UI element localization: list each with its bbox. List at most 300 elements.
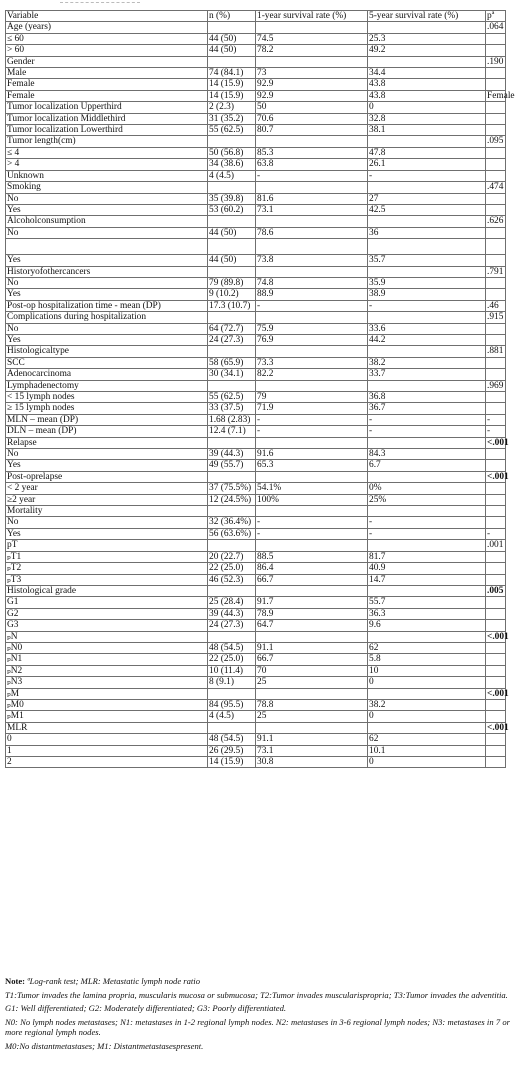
five-year-cell: -	[368, 528, 486, 539]
one-year-cell	[256, 182, 368, 193]
five-year-cell: -	[368, 300, 486, 311]
five-year-cell: 25%	[368, 494, 486, 505]
five-year-cell: 0%	[368, 483, 486, 494]
n-cell: 12 (24.5%)	[208, 494, 256, 505]
variable-cell: Age (years)	[6, 22, 208, 33]
one-year-cell: 74.5	[256, 33, 368, 44]
n-cell: 10 (11.4)	[208, 665, 256, 676]
n-cell	[208, 585, 256, 596]
table-row	[6, 392, 506, 403]
n-cell: 55 (62.5)	[208, 125, 256, 136]
variable-cell: Female	[6, 90, 208, 101]
variable-cell: No	[6, 517, 208, 528]
five-year-cell: 62	[368, 642, 486, 653]
p-value-cell	[486, 33, 506, 44]
n-cell: 34 (38.6)	[208, 159, 256, 170]
variable-cell: Smoking	[6, 182, 208, 193]
one-year-cell: 92.9	[256, 90, 368, 101]
five-year-cell: 10.1	[368, 745, 486, 756]
p-value-cell: -	[486, 426, 506, 437]
variable-cell: ₚT1	[6, 551, 208, 562]
one-year-cell: 78.8	[256, 699, 368, 710]
one-year-cell	[256, 540, 368, 551]
one-year-cell: -	[256, 426, 368, 437]
table-row	[6, 227, 506, 238]
p-value-cell	[486, 369, 506, 380]
p-value-cell	[486, 517, 506, 528]
p-value-cell	[486, 620, 506, 631]
one-year-cell: 78.2	[256, 45, 368, 56]
table-row	[6, 517, 506, 528]
five-year-cell	[368, 585, 486, 596]
one-year-cell: 66.7	[256, 574, 368, 585]
p-value-cell	[486, 79, 506, 90]
p-value-cell	[486, 227, 506, 238]
five-year-cell: 9.6	[368, 620, 486, 631]
p-value-cell	[486, 68, 506, 79]
variable-cell: Gender	[6, 56, 208, 67]
one-year-cell: 79	[256, 392, 368, 403]
table-row	[6, 734, 506, 745]
p-value-cell	[486, 551, 506, 562]
n-cell: 14 (15.9)	[208, 90, 256, 101]
p-value-cell: .46	[486, 300, 506, 311]
five-year-cell	[368, 380, 486, 391]
one-year-cell: 54.1%	[256, 483, 368, 494]
table-row	[6, 266, 506, 277]
table-row	[6, 312, 506, 323]
p-value-cell	[486, 125, 506, 136]
n-cell: 48 (54.5)	[208, 734, 256, 745]
p-value-cell: <.001	[487, 471, 509, 482]
n-cell	[208, 22, 256, 33]
table-row	[6, 665, 506, 676]
n-cell: 79 (89.8)	[208, 277, 256, 288]
one-year-cell: 81.6	[256, 193, 368, 204]
five-year-cell: 10	[368, 665, 486, 676]
one-year-cell: 80.7	[256, 125, 368, 136]
variable-cell: Complications during hospitalization	[6, 312, 208, 323]
table-row	[6, 369, 506, 380]
n-cell: 14 (15.9)	[208, 757, 256, 768]
five-year-cell: 49.2	[368, 45, 486, 56]
n-cell: 46 (52.3)	[208, 574, 256, 585]
five-year-cell: -	[368, 414, 486, 425]
one-year-cell: 78.9	[256, 608, 368, 619]
p-value-cell: .791	[486, 266, 506, 277]
n-cell: 32 (36.4%)	[208, 517, 256, 528]
table-row	[6, 551, 506, 562]
table-row	[6, 56, 506, 67]
survival-table	[5, 10, 515, 768]
p-value-cell: .064	[486, 22, 506, 33]
header-p: pª	[486, 11, 506, 22]
p-value-cell	[486, 357, 506, 368]
variable-cell: Tumor length(cm)	[6, 136, 208, 147]
p-value-cell	[486, 665, 506, 676]
survival-table-wrapper	[5, 10, 515, 768]
five-year-cell	[368, 722, 486, 733]
one-year-cell: 78.6	[256, 227, 368, 238]
p-value-cell	[486, 45, 506, 56]
five-year-cell: 0	[368, 102, 486, 113]
five-year-cell	[368, 312, 486, 323]
n-cell: 84 (95.5)	[208, 699, 256, 710]
variable-cell: Relapse	[6, 437, 208, 448]
variable-cell: Tumor localization Lowerthird	[6, 125, 208, 136]
variable-cell: ₚM0	[6, 699, 208, 710]
n-cell: 37 (75.5%)	[208, 483, 256, 494]
variable-cell: Yes	[6, 255, 208, 266]
one-year-cell: 73.3	[256, 357, 368, 368]
p-value-cell	[486, 563, 506, 574]
n-cell: 8 (9.1)	[208, 677, 256, 688]
table-row	[6, 239, 506, 255]
one-year-cell: 70	[256, 665, 368, 676]
variable-cell: ₚN	[6, 631, 208, 642]
table-row	[6, 380, 506, 391]
variable-cell: Yes	[6, 528, 208, 539]
five-year-cell	[368, 136, 486, 147]
n-cell	[208, 380, 256, 391]
variable-cell: Tumor localization Upperthird	[6, 102, 208, 113]
five-year-cell: 47.8	[368, 147, 486, 158]
variable-cell: Histological grade	[6, 585, 208, 596]
n-cell: 24 (27.3)	[208, 334, 256, 345]
n-cell: 17.3 (10.7)	[208, 300, 256, 311]
note-5: M0:No distantmetastases; M1: Distantmetastasespresent.	[5, 1040, 204, 1051]
variable-cell: > 60	[6, 45, 208, 56]
variable-cell: < 15 lymph nodes	[6, 392, 208, 403]
variable-cell: G1	[6, 597, 208, 608]
p-value-cell: .915	[486, 312, 506, 323]
table-row	[6, 528, 506, 539]
note-label: Note:	[5, 976, 26, 986]
variable-cell: 0	[6, 734, 208, 745]
variable-cell: DLN – mean (DP)	[6, 426, 208, 437]
n-cell: 12.4 (7.1)	[208, 426, 256, 437]
p-value-cell	[486, 642, 506, 653]
table-row	[6, 506, 506, 517]
variable-cell: Male	[6, 68, 208, 79]
n-cell: 24 (27.3)	[208, 620, 256, 631]
five-year-cell: 35.9	[368, 277, 486, 288]
p-value-cell	[486, 745, 506, 756]
p-value-cell: <.001	[487, 688, 509, 699]
five-year-cell	[368, 688, 486, 699]
p-value-cell	[486, 392, 506, 403]
variable-cell: ₚN1	[6, 654, 208, 665]
n-cell	[208, 312, 256, 323]
five-year-cell: 38.9	[368, 289, 486, 300]
variable-cell: No	[6, 449, 208, 460]
p-value-cell	[486, 757, 506, 768]
five-year-cell: 62	[368, 734, 486, 745]
one-year-cell	[256, 239, 368, 255]
p-value-cell	[486, 277, 506, 288]
p-value-cell: .474	[486, 182, 506, 193]
five-year-cell	[368, 22, 486, 33]
n-cell	[208, 688, 256, 699]
one-year-cell: 73.8	[256, 255, 368, 266]
table-header-row	[6, 11, 506, 22]
table-row	[6, 170, 506, 181]
one-year-cell: 92.9	[256, 79, 368, 90]
n-cell: 58 (65.9)	[208, 357, 256, 368]
p-value-cell	[486, 102, 506, 113]
n-cell	[208, 136, 256, 147]
variable-cell: Alcoholconsumption	[6, 216, 208, 227]
variable-cell: Yes	[6, 204, 208, 215]
one-year-cell	[256, 471, 368, 482]
one-year-cell: -	[256, 517, 368, 528]
table-row	[6, 631, 506, 642]
five-year-cell	[368, 471, 486, 482]
table-row	[6, 68, 506, 79]
five-year-cell: 36.3	[368, 608, 486, 619]
table-row	[6, 620, 506, 631]
one-year-cell: 100%	[256, 494, 368, 505]
five-year-cell: 26.1	[368, 159, 486, 170]
table-row	[6, 585, 506, 596]
n-cell	[208, 437, 256, 448]
p-value-cell	[486, 654, 506, 665]
variable-cell: ≤ 60	[6, 33, 208, 44]
variable-cell: Post-oprelapse	[6, 471, 208, 482]
one-year-cell	[256, 136, 368, 147]
table-row	[6, 159, 506, 170]
p-value-cell: .001	[486, 540, 506, 551]
five-year-cell: 42.5	[368, 204, 486, 215]
variable-cell: ₚT2	[6, 563, 208, 574]
table-row	[6, 608, 506, 619]
five-year-cell: 0	[368, 757, 486, 768]
five-year-cell: 6.7	[368, 460, 486, 471]
one-year-cell: 91.7	[256, 597, 368, 608]
variable-cell: 1	[6, 745, 208, 756]
variable-cell: ₚT3	[6, 574, 208, 585]
cropped-top-edge	[60, 2, 140, 7]
one-year-cell: 88.5	[256, 551, 368, 562]
n-cell	[208, 631, 256, 642]
variable-cell: ≤ 4	[6, 147, 208, 158]
n-cell: 26 (29.5)	[208, 745, 256, 756]
five-year-cell: 25.3	[368, 33, 486, 44]
n-cell: 20 (22.7)	[208, 551, 256, 562]
five-year-cell	[368, 182, 486, 193]
five-year-cell	[368, 216, 486, 227]
one-year-cell	[256, 346, 368, 357]
one-year-cell: 66.7	[256, 654, 368, 665]
one-year-cell: 73.1	[256, 745, 368, 756]
table-row	[6, 426, 506, 437]
table-row	[6, 45, 506, 56]
n-cell: 64 (72.7)	[208, 323, 256, 334]
one-year-cell: -	[256, 528, 368, 539]
table-row	[6, 483, 506, 494]
table-row	[6, 102, 506, 113]
table-row	[6, 494, 506, 505]
five-year-cell: 43.8	[368, 79, 486, 90]
table-row	[6, 403, 506, 414]
n-cell: 30 (34.1)	[208, 369, 256, 380]
table-row	[6, 79, 506, 90]
one-year-cell	[256, 380, 368, 391]
one-year-cell: -	[256, 300, 368, 311]
variable-cell: MLR	[6, 722, 208, 733]
five-year-cell: 55.7	[368, 597, 486, 608]
variable-cell: Adenocarcinoma	[6, 369, 208, 380]
table-row	[6, 255, 506, 266]
p-value-cell	[486, 323, 506, 334]
n-cell: 1.68 (2.83)	[208, 414, 256, 425]
one-year-cell	[256, 585, 368, 596]
n-cell: 22 (25.0)	[208, 654, 256, 665]
five-year-cell: 33.7	[368, 369, 486, 380]
p-value-cell: -	[486, 528, 506, 539]
five-year-cell: 0	[368, 677, 486, 688]
n-cell: 9 (10.2)	[208, 289, 256, 300]
n-cell	[208, 266, 256, 277]
n-cell: 50 (56.8)	[208, 147, 256, 158]
n-cell: 35 (39.8)	[208, 193, 256, 204]
note-2: T1:Tumor invades the lamina propria, muscularis mucosa or submucosa; T2:Tumor invades muscularispropria; T3:Tumor invades the adventitia.	[5, 989, 508, 1000]
note-3: G1: Well differentiated; G2: Moderately differentiated; G3: Poorly differentiated.	[5, 1003, 287, 1014]
five-year-cell	[368, 631, 486, 642]
one-year-cell: 70.6	[256, 113, 368, 124]
variable-cell: ₚN2	[6, 665, 208, 676]
p-value-cell	[486, 597, 506, 608]
table-row	[6, 757, 506, 768]
n-cell: 49 (55.7)	[208, 460, 256, 471]
variable-cell: No	[6, 227, 208, 238]
p-value-cell: -	[486, 414, 506, 425]
table-row	[6, 563, 506, 574]
five-year-cell	[368, 346, 486, 357]
one-year-cell	[256, 312, 368, 323]
one-year-cell	[256, 22, 368, 33]
five-year-cell: 40.9	[368, 563, 486, 574]
one-year-cell: 91.1	[256, 642, 368, 653]
five-year-cell: 34.4	[368, 68, 486, 79]
table-row	[6, 22, 506, 33]
n-cell: 44 (50)	[208, 33, 256, 44]
n-cell: 44 (50)	[208, 255, 256, 266]
n-cell: 33 (37.5)	[208, 403, 256, 414]
table-row	[6, 460, 506, 471]
n-cell: 39 (44.3)	[208, 449, 256, 460]
p-value-cell	[486, 608, 506, 619]
p-value-cell	[486, 483, 506, 494]
p-value-cell: Female	[487, 90, 515, 101]
one-year-cell	[256, 216, 368, 227]
table-row	[6, 334, 506, 345]
n-cell	[208, 540, 256, 551]
one-year-cell: 88.9	[256, 289, 368, 300]
p-value-cell: .626	[486, 216, 506, 227]
variable-cell: G3	[6, 620, 208, 631]
variable-cell: > 4	[6, 159, 208, 170]
one-year-cell: 75.9	[256, 323, 368, 334]
header-variable: Variable	[6, 11, 208, 22]
table-row	[6, 677, 506, 688]
variable-cell: ≥ 15 lymph nodes	[6, 403, 208, 414]
variable-cell: ₚN3	[6, 677, 208, 688]
header-1yr: 1-year survival rate (%)	[256, 11, 368, 22]
one-year-cell: 73	[256, 68, 368, 79]
five-year-cell	[368, 437, 486, 448]
p-value-cell	[486, 460, 506, 471]
p-value-cell	[486, 159, 506, 170]
one-year-cell: 85.3	[256, 147, 368, 158]
n-cell: 39 (44.3)	[208, 608, 256, 619]
five-year-cell: 33.6	[368, 323, 486, 334]
variable-cell: < 2 year	[6, 483, 208, 494]
p-value-cell	[486, 147, 506, 158]
n-cell: 53 (60.2)	[208, 204, 256, 215]
variable-cell	[6, 239, 208, 255]
table-row	[6, 642, 506, 653]
five-year-cell: 43.8	[368, 90, 486, 101]
one-year-cell: 91.6	[256, 449, 368, 460]
five-year-cell	[368, 266, 486, 277]
table-row	[6, 654, 506, 665]
variable-cell: Lymphadenectomy	[6, 380, 208, 391]
variable-cell: ₚM1	[6, 711, 208, 722]
p-value-cell: .969	[486, 380, 506, 391]
p-value-cell	[486, 677, 506, 688]
one-year-cell	[256, 506, 368, 517]
one-year-cell: 30.8	[256, 757, 368, 768]
one-year-cell	[256, 688, 368, 699]
five-year-cell	[368, 56, 486, 67]
five-year-cell: 0	[368, 711, 486, 722]
table-row	[6, 204, 506, 215]
table-row	[6, 33, 506, 44]
p-value-cell	[486, 170, 506, 181]
table-row	[6, 90, 506, 101]
variable-cell: ₚM	[6, 688, 208, 699]
one-year-cell: 74.8	[256, 277, 368, 288]
n-cell: 44 (50)	[208, 227, 256, 238]
one-year-cell: 82.2	[256, 369, 368, 380]
table-row	[6, 300, 506, 311]
one-year-cell: 86.4	[256, 563, 368, 574]
table-row	[6, 323, 506, 334]
variable-cell: G2	[6, 608, 208, 619]
one-year-cell: 50	[256, 102, 368, 113]
p-value-cell	[486, 193, 506, 204]
table-row	[6, 113, 506, 124]
table-row	[6, 136, 506, 147]
n-cell: 14 (15.9)	[208, 79, 256, 90]
table-row	[6, 182, 506, 193]
p-value-cell	[486, 239, 506, 255]
table-body	[6, 22, 515, 768]
five-year-cell: -	[368, 426, 486, 437]
p-value-cell: .190	[486, 56, 506, 67]
table-row	[6, 471, 506, 482]
one-year-cell: 64.7	[256, 620, 368, 631]
five-year-cell	[368, 506, 486, 517]
five-year-cell: 5.8	[368, 654, 486, 665]
one-year-cell	[256, 722, 368, 733]
n-cell: 48 (54.5)	[208, 642, 256, 653]
p-value-cell: .005	[486, 585, 506, 596]
p-value-cell	[486, 289, 506, 300]
p-value-cell	[486, 506, 506, 517]
variable-cell: No	[6, 277, 208, 288]
